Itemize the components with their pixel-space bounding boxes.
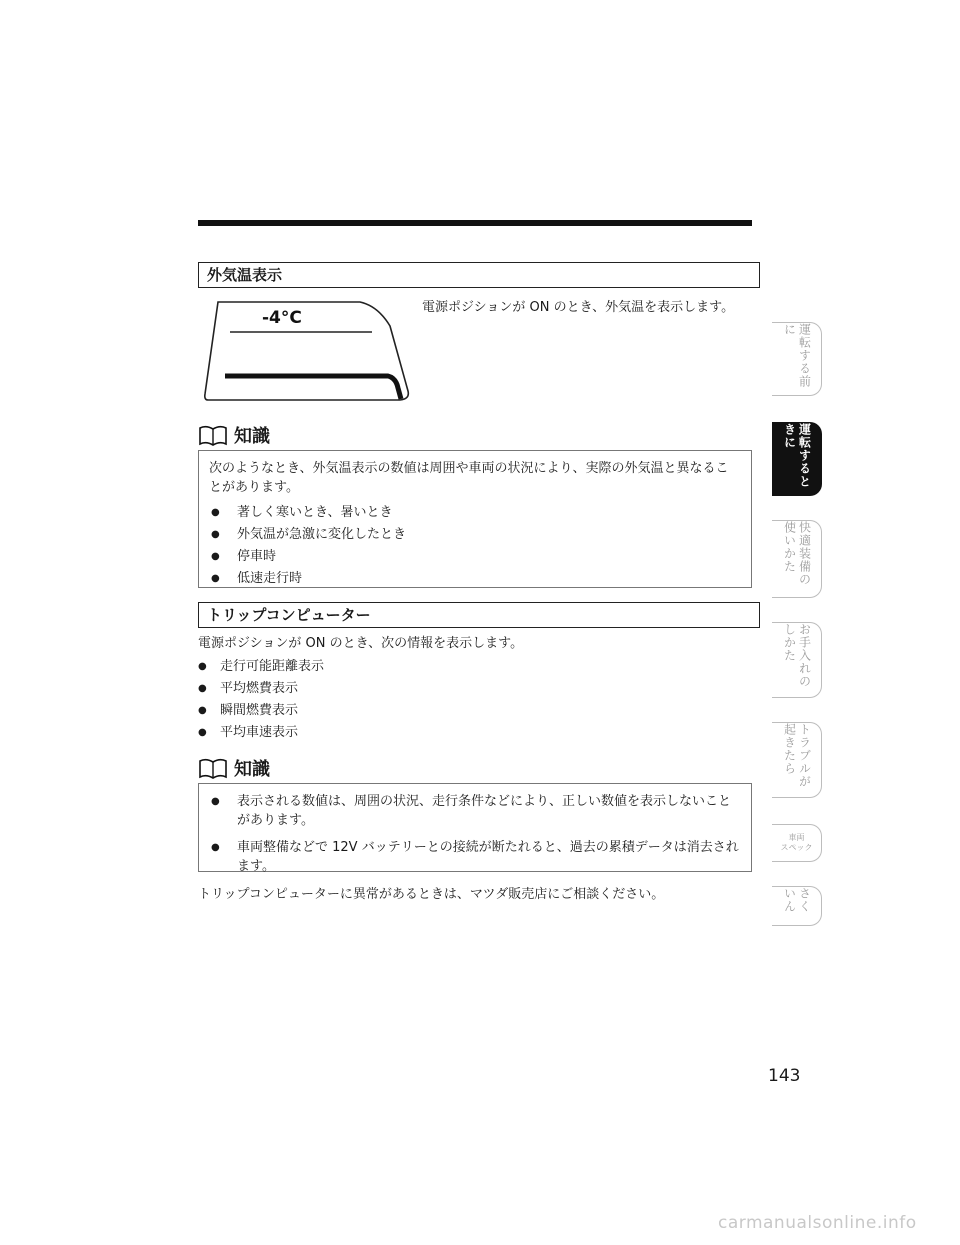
knowledge-text: 次のようなとき、外気温表示の数値は周囲や車両の状況により、実際の外気温と異なることがあります。 [209,461,729,495]
knowledge-label: 知識 [234,426,270,447]
tab-label-line1: 車両 [788,833,805,842]
page-number: 143 [768,1066,801,1086]
tab-index[interactable]: さくいん [772,886,822,926]
open-book-icon [198,757,228,779]
outside-temp-display-figure [200,296,415,406]
list-item: ● 著しく寒いとき、暑いとき [209,503,741,522]
tab-label-line2: スペック [780,843,813,852]
list-item: ● 表示される数値は、周囲の状況、走行条件などにより、正しい数値を表示しないことがあります。 [209,792,741,830]
list-item: ● 瞬間燃費表示 [198,700,523,721]
knowledge-title-1 [198,422,270,448]
list-item: ● 低速走行時 [209,569,741,588]
list-item: ● 車両整備などで 12V バッテリーとの接続が断たれると、過去の累積データは消去されます。 [209,838,741,876]
trip-computer-intro: 電源ポジションが ON のとき、次の情報を表示します。 [198,636,524,651]
list-item: ● 走行可能距離表示 [198,656,523,677]
tab-before-driving[interactable]: 運転する前に [772,322,822,396]
section-heading-trip-computer: トリップコンピューター [198,602,760,628]
open-book-icon [198,424,228,446]
temp-readout: -4°C [262,308,302,328]
top-rule [198,220,752,226]
knowledge-box-2 [198,783,752,872]
tab-maintenance[interactable]: お手入れのしかた [772,622,822,698]
knowledge-label: 知識 [234,759,270,780]
outside-temp-intro: 電源ポジションが ON のとき、外気温を表示します。 [422,300,735,315]
tab-specifications[interactable] [772,824,822,862]
watermark: carmanualsonline.info [718,1213,917,1233]
tab-comfort-features[interactable]: 快適装備の使いかた [772,520,822,598]
list-item: ● 平均燃費表示 [198,678,523,699]
list-item: ● 外気温が急激に変化したとき [209,525,741,544]
list-item: ● 平均車速表示 [198,722,523,743]
trip-computer-body [198,633,523,744]
tab-while-driving[interactable]: 運転するときに [772,422,822,496]
list-item: ● 停車時 [209,547,741,566]
footer-note: トリップコンピューターに異常があるときは、マツダ販売店にご相談ください。 [198,887,665,902]
section-heading-outside-temp: 外気温表示 [198,262,760,288]
knowledge-box-1 [198,450,752,588]
knowledge-title-2 [198,755,270,781]
tab-troubleshooting[interactable]: トラブルが起きたら [772,722,822,798]
